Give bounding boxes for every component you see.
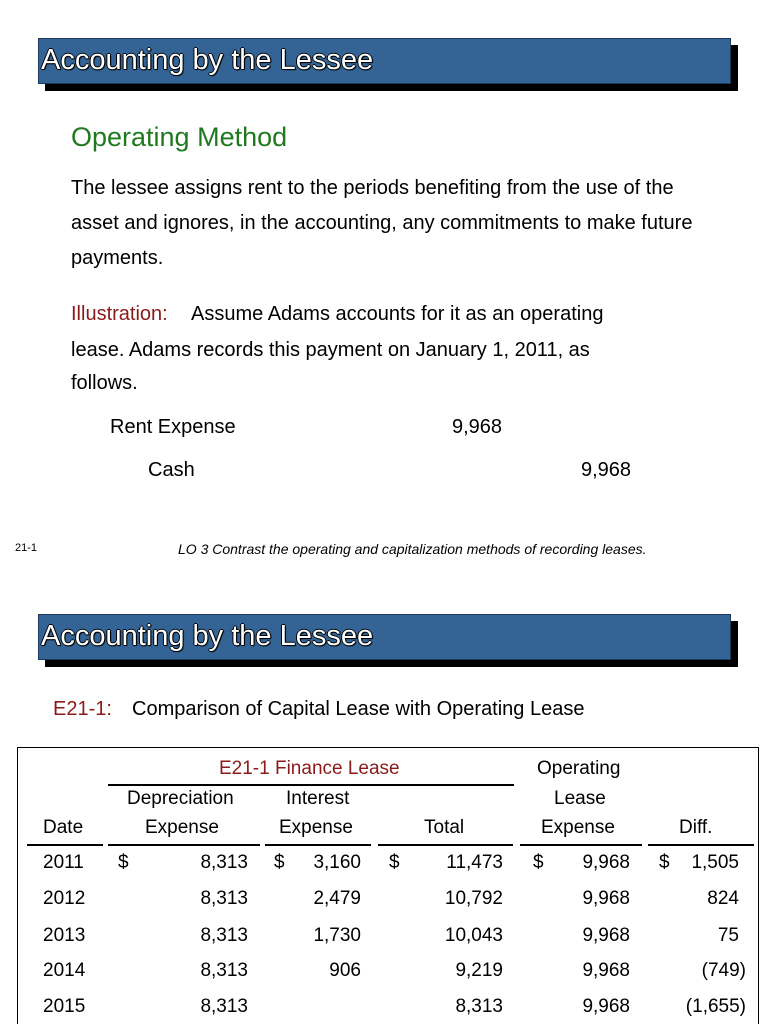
learning-objective: LO 3 Contrast the operating and capitalization methods of recording leases. [178, 541, 647, 557]
slide-2-title-banner [38, 614, 731, 660]
header-depreciation-expense: Expense [145, 817, 219, 838]
currency-symbol: $ [533, 852, 544, 873]
header-date: Date [43, 817, 84, 838]
exercise-label: E21-1: [53, 698, 112, 720]
header-interest-expense: Expense [279, 817, 353, 838]
illustration-label: Illustration: [71, 303, 168, 325]
column-underline-total [378, 844, 513, 846]
cell-interest: 3,160 [313, 852, 361, 873]
cell-total: 9,219 [455, 960, 503, 981]
currency-symbol: $ [274, 852, 285, 873]
cell-interest: 906 [329, 960, 361, 981]
cell-date: 2015 [43, 996, 86, 1017]
slide-1-title-banner [38, 38, 731, 84]
cell-diff: 824 [707, 888, 739, 909]
slide-title: Accounting by the Lessee [41, 620, 374, 652]
slide-title: Accounting by the Lessee [41, 44, 374, 76]
cell-diff: 1,505 [691, 852, 739, 873]
header-diff: Diff. [679, 817, 713, 838]
header-operating: Operating [537, 758, 621, 779]
cell-interest: 1,730 [313, 925, 361, 946]
cell-date: 2014 [43, 960, 86, 981]
illustration-text-line-1: Assume Adams accounts for it as an operating [191, 303, 604, 325]
column-underline-operating [520, 844, 642, 846]
credit-amount: 9,968 [581, 459, 632, 481]
cell-operating: 9,968 [582, 960, 630, 981]
header-operating-expense: Expense [541, 817, 615, 838]
cell-operating: 9,968 [582, 852, 630, 873]
column-underline-date [27, 844, 103, 846]
column-underline-diff [648, 844, 754, 846]
cell-operating: 9,968 [582, 888, 630, 909]
slide-number: 21-1 [15, 542, 38, 554]
description-paragraph: The lessee assigns rent to the periods benefiting from the use of the asset and ignores, in the accounting, any commitments to make future payments. [71, 177, 693, 269]
header-depreciation: Depreciation [127, 788, 234, 809]
cell-total: 10,792 [444, 888, 503, 909]
cell-depreciation: 8,313 [200, 996, 248, 1017]
illustration-text-line-3: follows. [71, 372, 138, 394]
header-lease: Lease [554, 788, 606, 809]
title-bar [38, 38, 731, 84]
cell-date: 2011 [43, 852, 84, 873]
header-interest: Interest [286, 788, 350, 809]
column-underline-interest [265, 844, 371, 846]
cell-total: 11,473 [446, 852, 503, 873]
exercise-title: Comparison of Capital Lease with Operating Lease [132, 698, 585, 720]
cell-operating: 9,968 [582, 925, 630, 946]
cell-total: 10,043 [444, 925, 503, 946]
cell-diff: (749) [701, 960, 746, 981]
column-underline-depreciation [108, 844, 260, 846]
credit-account: Cash [148, 459, 195, 481]
cell-total: 8,313 [455, 996, 503, 1017]
header-total: Total [424, 817, 465, 838]
title-bar [38, 614, 731, 660]
finance-lease-group-header: E21-1 Finance Lease [219, 758, 400, 779]
cell-date: 2012 [43, 888, 86, 909]
illustration-text-line-2: lease. Adams records this payment on January 1, 2011, as [71, 339, 590, 361]
cell-depreciation: 8,313 [200, 852, 248, 873]
group-header-underline [108, 784, 514, 786]
cell-depreciation: 8,313 [200, 925, 248, 946]
cell-date: 2013 [43, 925, 86, 946]
debit-account: Rent Expense [110, 416, 236, 438]
cell-depreciation: 8,313 [200, 960, 248, 981]
currency-symbol: $ [659, 852, 670, 873]
cell-depreciation: 8,313 [200, 888, 248, 909]
cell-operating: 9,968 [582, 996, 630, 1017]
cell-diff: (1,655) [685, 996, 746, 1017]
section-subtitle: Operating Method [71, 122, 288, 152]
currency-symbol: $ [389, 852, 400, 873]
cell-interest: 2,479 [313, 888, 361, 909]
currency-symbol: $ [118, 852, 129, 873]
cell-diff: 75 [717, 925, 739, 946]
debit-amount: 9,968 [452, 416, 503, 438]
